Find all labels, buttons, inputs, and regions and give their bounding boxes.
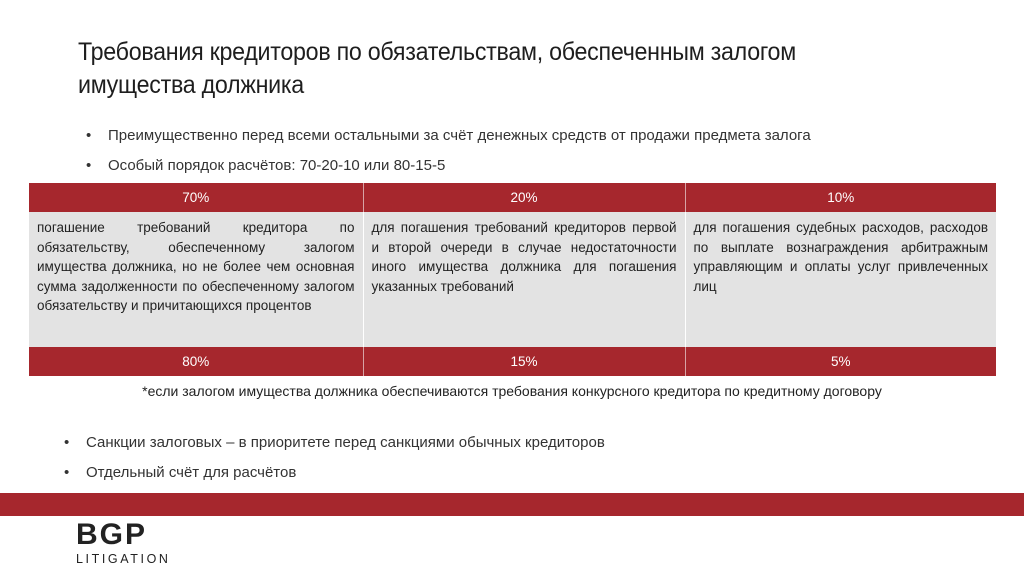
bullet-dot: •	[64, 434, 70, 451]
distribution-table	[29, 183, 996, 376]
footer-cell-80: 80%	[29, 347, 363, 376]
bullet-dot: •	[86, 127, 92, 144]
body-cell-secured: погашение требований кредитора по обязательству, обеспеченному залогом имущества должника, но не более чем основная сумма задолженности по обеспеченному залогом обязательству и причитающихся процентов	[29, 212, 363, 347]
header-cell-10: 10%	[685, 183, 996, 212]
table-header-row	[29, 183, 996, 212]
body-cell-first-second: для погашения требований кредиторов первой и второй очереди в случае недостаточности иного имущества должника для погашения указанных требований	[363, 212, 685, 347]
body-cell-expenses: для погашения судебных расходов, расходов по выплате вознаграждения арбитражным управляющим и оплаты услуг привлеченных лиц	[685, 212, 996, 347]
bullet-item	[64, 458, 605, 488]
bottom-bullet-list	[64, 428, 605, 488]
bullet-text: Санкции залоговых – в приоритете перед санкциями обычных кредиторов	[86, 434, 605, 451]
header-cell-70: 70%	[29, 183, 363, 212]
bullet-text: Отдельный счёт для расчётов	[86, 464, 297, 481]
footer-cell-15: 15%	[363, 347, 685, 376]
logo-name: BGP	[76, 518, 148, 551]
bullet-dot: •	[64, 464, 70, 481]
bgp-logo	[76, 519, 171, 566]
bullet-item	[86, 121, 811, 151]
slide-title: Требования кредиторов по обязательствам, обеспеченным залогом имущества должника	[78, 38, 796, 99]
logo-subtitle: LITIGATION	[76, 552, 171, 566]
footer-cell-5: 5%	[685, 347, 996, 376]
bullet-item	[86, 151, 811, 181]
table-row	[29, 212, 996, 347]
top-bullet-list	[86, 121, 811, 181]
header-cell-20: 20%	[363, 183, 685, 212]
bullet-dot: •	[86, 157, 92, 174]
bullet-item	[64, 428, 605, 458]
table-footer-row	[29, 347, 996, 376]
footer-band	[0, 493, 1024, 516]
table-footnote: *если залогом имущества должника обеспечиваются требования конкурсного кредитора по кредитному договору	[142, 383, 882, 399]
bullet-text: Особый порядок расчётов: 70-20-10 или 80-15-5	[108, 157, 446, 174]
bullet-text: Преимущественно перед всеми остальными за счёт денежных средств от продажи предмета залога	[108, 127, 811, 144]
